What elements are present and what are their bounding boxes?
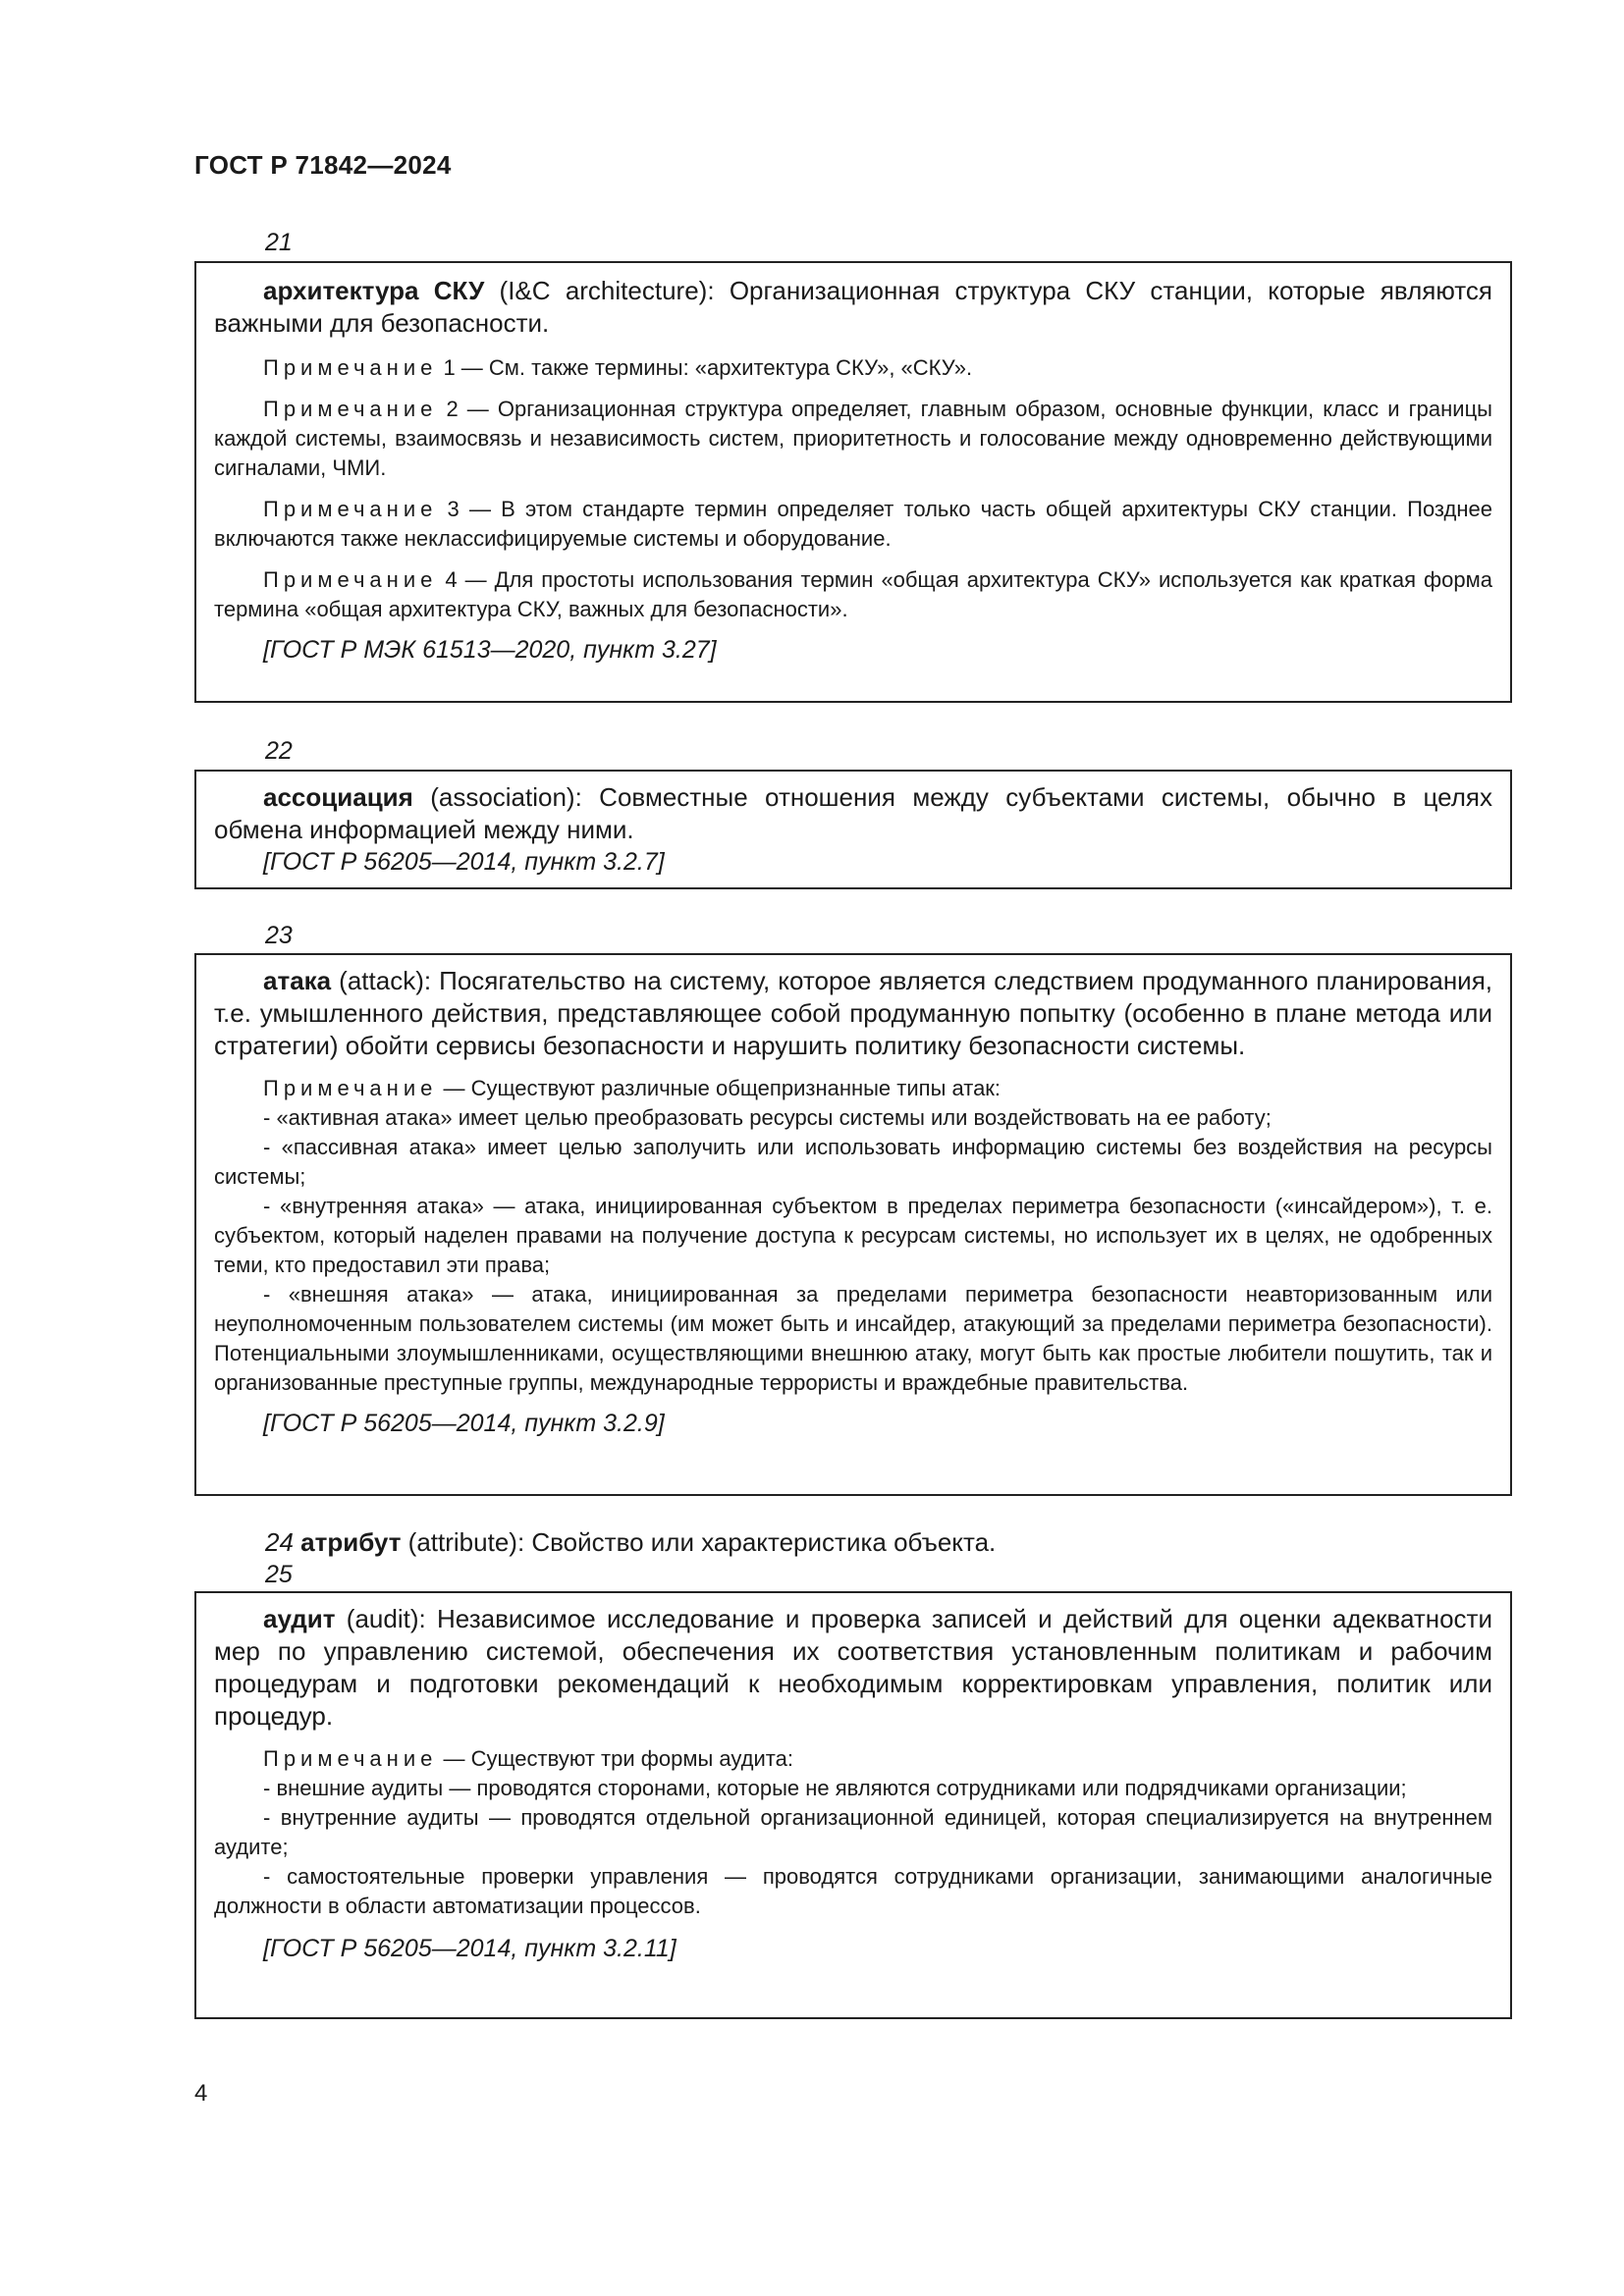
term-24-term: атрибут: [300, 1527, 402, 1557]
term-22-source: [ГОСТ Р 56205—2014, пункт 3.2.7]: [263, 848, 665, 876]
term-23-note: [214, 1074, 1492, 1103]
term-22-number: 22: [265, 737, 293, 765]
term-21-box: [194, 261, 1512, 703]
term-24: [265, 1526, 996, 1558]
note-text: 2 — Организационная структура определяет, главным образом, основные функции, класс и границы каждой системы, взаимосвязь и независимость систем, приоритетность и голосование между одновременно действующими сигналами, ЧМИ.: [214, 397, 1492, 480]
list-item: - «пассивная атака» имеет целью заполучить или использовать информацию системы без воздействия на ресурсы системы;: [214, 1135, 1492, 1189]
term-24-text: (attribute): Свойство или характеристика объекта.: [401, 1527, 997, 1557]
term-23-box: [194, 953, 1512, 1496]
term-23-source: [ГОСТ Р 56205—2014, пункт 3.2.9]: [263, 1410, 665, 1437]
term-25-number: 25: [265, 1561, 293, 1588]
term-22-box: [194, 770, 1512, 889]
term-25-definition: [214, 1603, 1492, 1733]
note-text: 1 — См. также термины: «архитектура СКУ», «СКУ».: [437, 355, 973, 380]
list-item: - «активная атака» имеет целью преобразовать ресурсы системы или воздействовать на ее работу;: [263, 1105, 1272, 1130]
list-item: - внутренние аудиты — проводятся отдельной организационной единицей, которая специализируется на внутреннем аудите;: [214, 1805, 1492, 1859]
note-label: Примечание: [263, 1746, 438, 1771]
note-label: Примечание: [263, 397, 438, 421]
term-21-definition: [214, 275, 1492, 340]
note-text: 3 — В этом стандарте термин определяет только часть общей архитектуры СКУ станции. Позднее включаются также неклассифицируемые системы и оборудование.: [214, 497, 1492, 551]
term-25-term: аудит: [263, 1604, 336, 1633]
term-23-definition: [214, 965, 1492, 1062]
term-21-text: (I&C architecture): Организационная структура СКУ станции, которые являются важными для безопасности.: [214, 276, 1492, 338]
term-25-note: [214, 1744, 1492, 1774]
list-item: - «внешняя атака» — атака, инициированная за пределами периметра безопасности неавторизованным или неуполномоченным пользователем системы (им может быть и инсайдер, атакующий за пределами периметра безопасности). Потенциальными злоумышленниками, осуществляющими внешнюю атаку, могут быть как простые любители пошутить, так и организованные преступные группы, международные террористы и враждебные правительства.: [214, 1282, 1492, 1395]
note-text: — Существуют различные общепризнанные типы атак:: [437, 1076, 1001, 1100]
term-21-term: архитектура СКУ: [263, 276, 485, 305]
term-21-note-1: [214, 353, 1492, 383]
term-23-text: (attack): Посягательство на систему, которое является следствием продуманного планирования, т.е. умышленного действия, представляющее собой продуманную попытку (особенно в плане метода или стратегии) обойти сервисы безопасности и нарушить политику безопасности системы.: [214, 966, 1492, 1060]
term-21-note-2: [214, 395, 1492, 483]
term-21-note-3: [214, 495, 1492, 554]
note-label: Примечание: [263, 567, 438, 592]
term-22-definition: [214, 781, 1492, 846]
term-22-text: (association): Совместные отношения между субъектами системы, обычно в целях обмена информацией между ними.: [214, 782, 1492, 844]
term-25-box: [194, 1591, 1512, 2019]
note-label: Примечание: [263, 497, 438, 521]
term-22-term: ассоциация: [263, 782, 413, 812]
list-item: - самостоятельные проверки управления — проводятся сотрудниками организации, занимающими аналогичные должности в области автоматизации процессов.: [214, 1864, 1492, 1918]
term-24-number: 24: [265, 1527, 294, 1557]
term-25-source: [ГОСТ Р 56205—2014, пункт 3.2.11]: [263, 1935, 677, 1962]
page-number: 4: [194, 2080, 208, 2107]
term-23-term: атака: [263, 966, 332, 995]
note-label: Примечание: [263, 355, 438, 380]
term-21-source: [ГОСТ Р МЭК 61513—2020, пункт 3.27]: [263, 636, 717, 664]
note-text: 4 — Для простоты использования термин «общая архитектура СКУ» используется как краткая форма термина «общая архитектура СКУ, важных для безопасности».: [214, 567, 1492, 621]
term-25-text: (audit): Независимое исследование и проверка записей и действий для оценки адекватности мер по управлению системой, обеспечения их соответствия установленным политикам и рабочим процедурам и подготовки рекомендаций к необходимым корректировкам управления, политик или процедур.: [214, 1604, 1492, 1731]
note-text: — Существуют три формы аудита:: [437, 1746, 793, 1771]
list-item: - «внутренняя атака» — атака, инициированная субъектом в пределах периметра безопасности («инсайдером»), т. е. субъектом, который наделен правами на получение доступа к ресурсам системы, но использует их в целях, не одобренных теми, кто предоставил эти права;: [214, 1194, 1492, 1277]
list-item: - внешние аудиты — проводятся сторонами, которые не являются сотрудниками или подрядчиками организации;: [263, 1776, 1407, 1800]
term-21-note-4: [214, 565, 1492, 624]
note-label: Примечание: [263, 1076, 438, 1100]
term-21-number: 21: [265, 229, 293, 256]
term-23-number: 23: [265, 922, 293, 949]
document-header: ГОСТ Р 71842—2024: [194, 150, 452, 180]
